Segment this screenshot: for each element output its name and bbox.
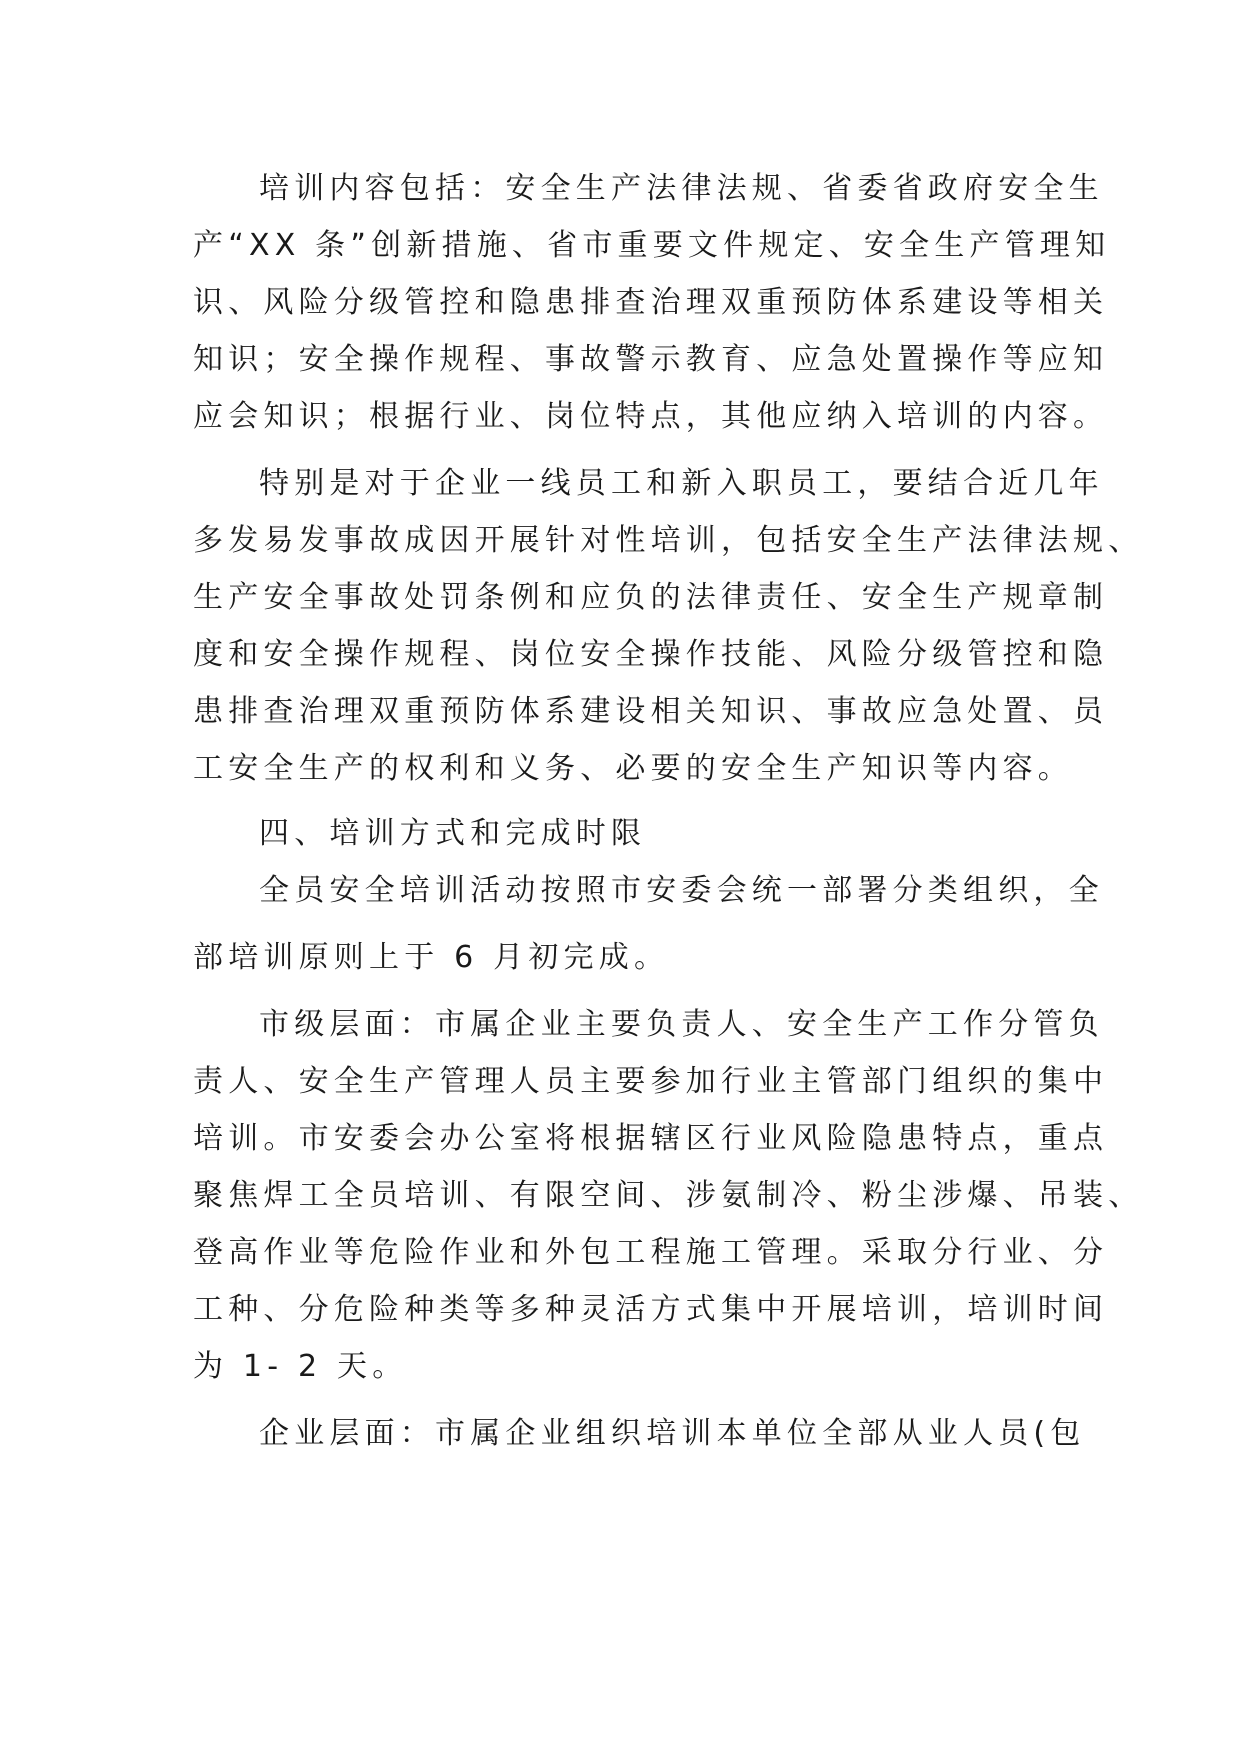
text-line: 全员安全培训活动按照市安委会统一部署分类组织，全 <box>259 873 1104 908</box>
text-line: 部培训原则上于 6 月初完成。 <box>193 940 670 975</box>
paragraph-frontline-staff <box>193 455 1144 797</box>
text-line: 责人、安全生产管理人员主要参加行业主管部门组织的集中 <box>193 1064 1109 1099</box>
text-line: 多发易发事故成因开展针对性培训，包括安全生产法律法规、 <box>193 523 1144 558</box>
text-line: 特别是对于企业一线员工和新入职员工，要结合近几年 <box>259 466 1104 501</box>
text-line: 应会知识；根据行业、岗位特点，其他应纳入培训的内容。 <box>193 399 1109 434</box>
heading-text: 四、培训方式和完成时限 <box>259 816 647 851</box>
text-line: 度和安全操作规程、岗位安全操作技能、风险分级管控和隐 <box>193 637 1109 672</box>
document-body <box>193 160 1144 1462</box>
text-line: 培训。市安委会办公室将根据辖区行业风险隐患特点，重点 <box>193 1121 1109 1156</box>
text-line: 工种、分危险种类等多种灵活方式集中开展培训，培训时间 <box>193 1292 1109 1327</box>
paragraph-deployment <box>193 862 1104 986</box>
text-line: 企业层面：市属企业组织培训本单位全部从业人员(包 <box>259 1416 1086 1451</box>
text-line: 市级层面：市属企业主要负责人、安全生产工作分管负 <box>259 1007 1104 1042</box>
text-line: 工安全生产的权利和义务、必要的安全生产知识等内容。 <box>193 751 1073 786</box>
text-line: 生产安全事故处罚条例和应负的法律责任、安全生产规章制 <box>193 580 1109 615</box>
text-line: 知识；安全操作规程、事故警示教育、应急处置操作等应知 <box>193 342 1109 377</box>
text-line: 患排查治理双重预防体系建设相关知识、事故应急处置、员 <box>193 694 1109 729</box>
text-line: 为 1- 2 天。 <box>193 1349 408 1384</box>
paragraph-training-content <box>193 160 1111 445</box>
text-line: 聚焦焊工全员培训、有限空间、涉氨制冷、粉尘涉爆、吊装、 <box>193 1178 1144 1213</box>
text-line: 培训内容包括：安全生产法律法规、省委省政府安全生 <box>259 171 1104 206</box>
paragraph-enterprise-level <box>193 1405 1086 1462</box>
paragraph-city-level <box>193 996 1144 1395</box>
text-line: 识、风险分级管控和隐患排查治理双重预防体系建设等相关 <box>193 285 1109 320</box>
text-line: 登高作业等危险作业和外包工程施工管理。采取分行业、分 <box>193 1235 1109 1270</box>
text-line: 产“XX 条”创新措施、省市重要文件规定、安全生产管理知 <box>193 228 1111 263</box>
section-heading <box>193 805 1063 862</box>
